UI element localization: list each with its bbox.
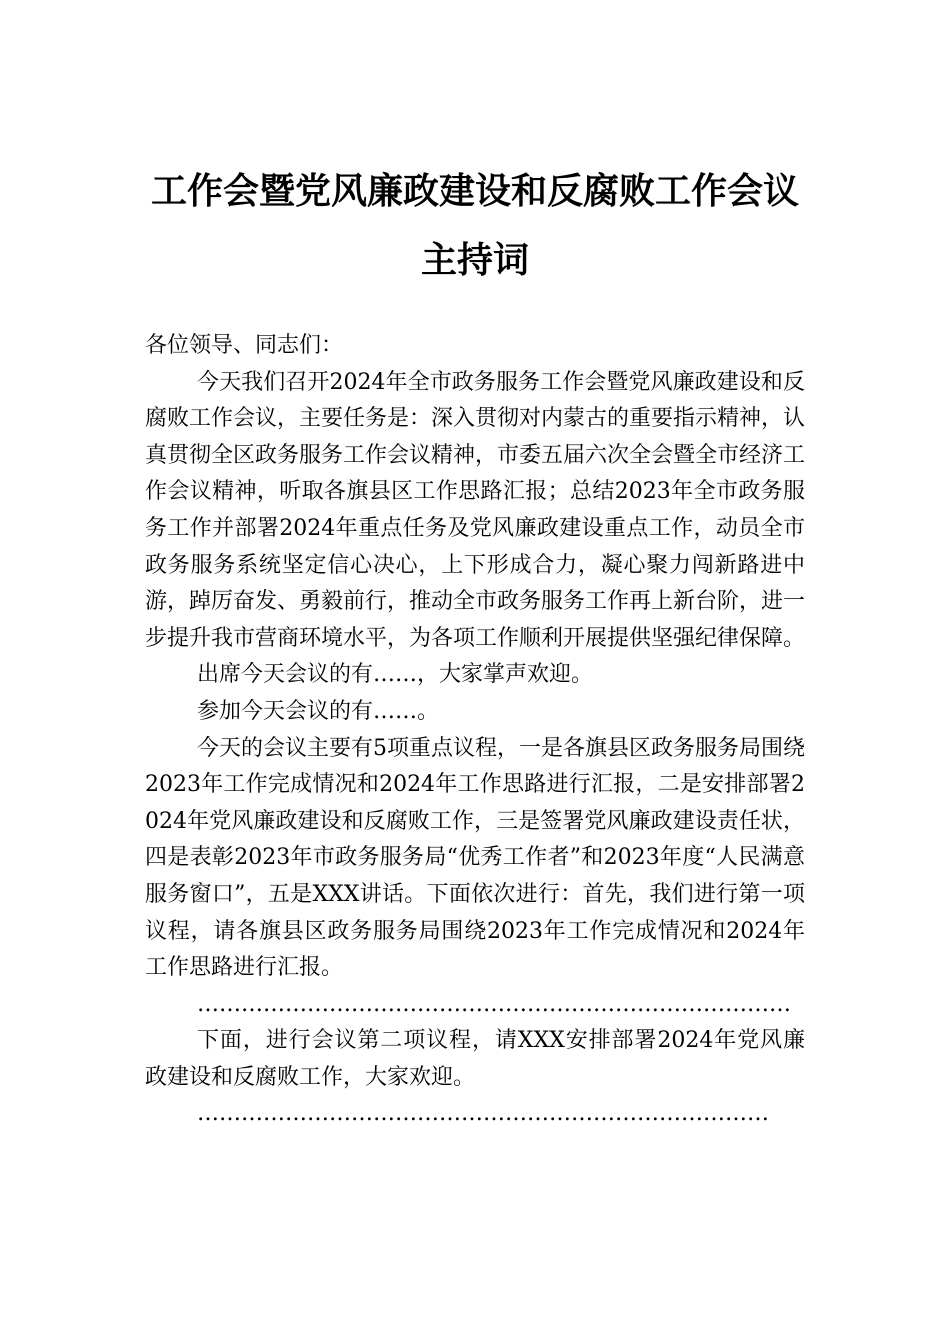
paragraph-second-agenda: 下面，进行会议第二项议程，请XXX安排部署2024年党风廉政建设和反腐败工作，大家欢迎。 [145, 1028, 805, 1090]
paragraph-attendees: 出席今天会议的有……，大家掌声欢迎。 [197, 662, 594, 688]
salutation: 各位领导、同志们： [145, 333, 344, 358]
paragraph-participants: 参加今天会议的有……。 [197, 698, 440, 724]
document-title-line-2: 主持词 [420, 240, 529, 281]
document-title-line-1: 工作会暨党风廉政建设和反腐败工作会议 [150, 171, 799, 212]
document-body [145, 328, 805, 1133]
paragraph-intro: 今天我们召开2024年全市政务服务工作会暨党风廉政建设和反腐败工作会议，主要任务是：深入贯彻对内蒙古的重要指示精神，认真贯彻全区政务服务工作会议精神，市委五届六次全会暨全市经济工作会议精神，听取各旗县区工作思路汇报；总结2023年全市政务服务工作并部署2024年重点任务及党风廉政建设重点工作，动员全市政务服务系统坚定信心决心，上下形成合力，凝心聚力闯新路进中游，踔厉奋发、勇毅前行，推动全市政务服务工作再上新台阶，进一步提升我市营商环境水平，为各项工作顺利开展提供坚强纪律保障。 [145, 369, 806, 651]
ellipsis-separator-1: ……………………………………………………………………… [197, 991, 791, 1017]
paragraph-agenda: 今天的会议主要有5项重点议程，一是各旗县区政务服务局围绕2023年工作完成情况和2024年工作思路进行汇报，二是安排部署2024年党风廉政建设和反腐败工作，三是签署党风廉政建设责任状，四是表彰2023年市政务服务局“优秀工作者”和2023年度“人民满意服务窗口”，五是XXX讲话。下面依次进行：首先，我们进行第一项议程，请各旗县区政务服务局围绕2023年工作完成情况和2024年工作思路进行汇报。 [145, 735, 805, 981]
ellipsis-separator-2: …………………………………………………………………… [197, 1101, 769, 1127]
